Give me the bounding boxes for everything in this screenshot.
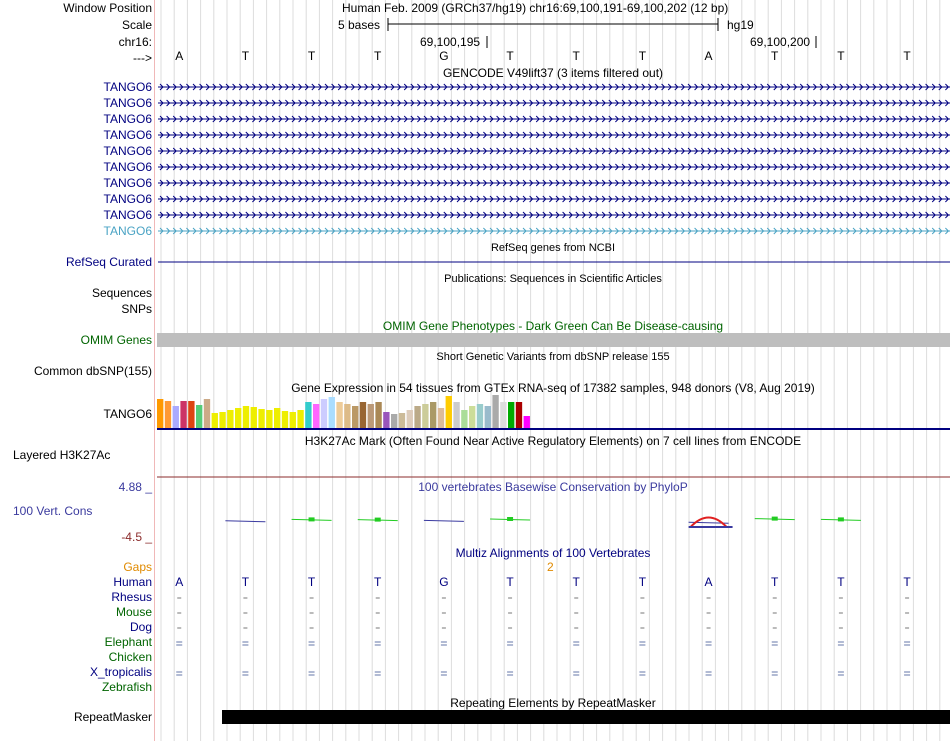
gtex-tissue-bar bbox=[180, 401, 186, 428]
gtex-tissue-bar bbox=[485, 406, 491, 428]
publications-label-snps[interactable]: SNPs bbox=[121, 302, 152, 316]
multiz-species-label[interactable]: Rhesus bbox=[111, 590, 152, 604]
gaps-label: Gaps bbox=[123, 560, 152, 574]
gtex-tissue-bar bbox=[524, 416, 530, 428]
gtex-tissue-bar bbox=[321, 399, 327, 428]
multiz-title: Multiz Alignments of 100 Vertebrates bbox=[455, 546, 651, 560]
base-letter: T bbox=[837, 49, 845, 63]
multiz-base: T bbox=[837, 575, 845, 589]
gaps-count: 2 bbox=[547, 560, 554, 574]
multiz-base: T bbox=[638, 575, 647, 589]
gtex-tissue-bar bbox=[461, 410, 467, 428]
gencode-gene-label[interactable]: TANGO6 bbox=[103, 80, 152, 94]
scale-value: 5 bases bbox=[338, 18, 381, 32]
multiz-base: T bbox=[241, 575, 250, 589]
gtex-tissue-bar bbox=[243, 406, 249, 428]
gtex-tissue-bar bbox=[391, 414, 397, 428]
gtex-tissue-bar bbox=[165, 401, 171, 428]
base-letter: T bbox=[572, 49, 580, 63]
gtex-tissue-bar bbox=[329, 397, 335, 428]
strand-label: ---> bbox=[133, 51, 152, 65]
h3k27ac-title: H3K27Ac Mark (Often Found Near Active Regulatory Elements) on 7 cell lines from ENCODE bbox=[304, 434, 802, 448]
conservation-peak bbox=[507, 517, 513, 521]
multiz-base: T bbox=[374, 575, 382, 589]
multiz-base: A bbox=[175, 575, 184, 589]
gtex-tissue-bar bbox=[227, 410, 233, 428]
gtex-tissue-bar bbox=[157, 399, 163, 428]
gtex-tissue-bar bbox=[290, 412, 296, 428]
multiz-species-label[interactable]: Dog bbox=[129, 620, 152, 634]
refseq-title: RefSeq genes from NCBI bbox=[490, 242, 616, 254]
gtex-tissue-bar bbox=[336, 402, 342, 428]
base-letter: T bbox=[506, 49, 514, 63]
gtex-tissue-bar bbox=[297, 410, 303, 428]
gencode-gene-label[interactable]: TANGO6 bbox=[103, 160, 152, 174]
h3k27ac-label-text: Layered H3K27Ac bbox=[13, 448, 111, 462]
window-position-label: Window Position bbox=[63, 1, 152, 15]
multiz-species-label[interactable]: Human bbox=[113, 575, 152, 589]
repeatmasker-track-label[interactable]: RepeatMasker bbox=[73, 710, 152, 724]
gencode-gene-label[interactable]: TANGO6 bbox=[103, 224, 152, 238]
conservation-track-label[interactable]: 100 Vert. Cons bbox=[13, 504, 93, 518]
gtex-tissue-bar bbox=[188, 401, 194, 428]
omim-bar bbox=[157, 333, 950, 347]
multiz-species-label[interactable]: Chicken bbox=[108, 650, 152, 664]
gtex-tissue-bar bbox=[414, 406, 420, 428]
conservation-peak bbox=[375, 518, 381, 522]
dbsnp-title: Short Genetic Variants from dbSNP release 155 bbox=[436, 351, 670, 363]
base-letter: T bbox=[241, 49, 250, 63]
gencode-gene-label[interactable]: TANGO6 bbox=[103, 144, 152, 158]
scale-label: Scale bbox=[121, 18, 152, 32]
base-letter: T bbox=[903, 49, 911, 63]
multiz-base: T bbox=[771, 575, 779, 589]
gtex-tissue-bar bbox=[407, 410, 413, 428]
gtex-tissue-bar bbox=[282, 411, 288, 428]
gtex-tissue-bar bbox=[500, 402, 506, 428]
repeatmasker-title: Repeating Elements by RepeatMasker bbox=[450, 696, 656, 710]
gencode-title: GENCODE V49lift37 (3 items filtered out) bbox=[442, 66, 664, 80]
base-letter: G bbox=[439, 49, 449, 63]
conservation-peak bbox=[309, 517, 315, 521]
gtex-tissue-bar bbox=[196, 405, 202, 428]
coord-left: 69,100,195 bbox=[420, 35, 481, 49]
gtex-tissue-bar bbox=[508, 402, 514, 428]
multiz-species-label[interactable]: X_tropicalis bbox=[89, 665, 152, 679]
conservation-peak bbox=[772, 517, 778, 521]
multiz-base: T bbox=[903, 575, 911, 589]
window-position-value: Human Feb. 2009 (GRCh37/hg19) chr16:69,100,191-69,100,202 (12 bp) bbox=[342, 1, 729, 15]
publications-label-sequences[interactable]: Sequences bbox=[91, 286, 152, 300]
omim-track-label[interactable]: OMIM Genes bbox=[80, 333, 152, 347]
publications-title: Publications: Sequences in Scientific Articles bbox=[444, 273, 662, 285]
conservation-mark bbox=[424, 520, 464, 521]
gtex-tissue-bar bbox=[258, 409, 264, 428]
conservation-title: 100 vertebrates Basewise Conservation by PhyloP bbox=[418, 480, 688, 494]
gtex-tissue-bar bbox=[375, 402, 381, 428]
gtex-title: Gene Expression in 54 tissues from GTEx RNA-seq of 17382 samples, 948 donors (V8, Aug 2019) bbox=[291, 381, 815, 395]
gtex-track-label[interactable]: TANGO6 bbox=[103, 407, 152, 421]
multiz-base: T bbox=[506, 575, 514, 589]
base-letter: A bbox=[175, 49, 184, 63]
gtex-tissue-bar bbox=[235, 408, 241, 428]
multiz-base: G bbox=[439, 575, 449, 589]
gencode-gene-label[interactable]: TANGO6 bbox=[103, 208, 152, 222]
gencode-gene-label[interactable]: TANGO6 bbox=[103, 96, 152, 110]
gtex-tissue-bar bbox=[453, 402, 459, 428]
base-letter: T bbox=[307, 49, 316, 63]
gtex-tissue-bar bbox=[305, 402, 311, 428]
gtex-tissue-bar bbox=[274, 408, 280, 428]
refseq-track-label[interactable] bbox=[0, 255, 152, 269]
gtex-tissue-bar bbox=[422, 404, 428, 428]
gencode-gene-label[interactable]: TANGO6 bbox=[103, 112, 152, 126]
gtex-tissue-bar bbox=[352, 406, 358, 428]
conservation-peak bbox=[838, 517, 844, 521]
refseq-link[interactable]: RefSeq Curated bbox=[65, 255, 152, 269]
multiz-base: T bbox=[307, 575, 316, 589]
conservation-ymax: 4.88 _ bbox=[118, 480, 152, 494]
dbsnp-track-label[interactable]: Common dbSNP(155) bbox=[33, 364, 152, 378]
omim-title: OMIM Gene Phenotypes - Dark Green Can Be Disease-causing bbox=[382, 319, 724, 333]
base-letter: T bbox=[771, 49, 779, 63]
gtex-tissue-bar bbox=[368, 404, 374, 428]
gtex-tissue-bar bbox=[266, 410, 272, 428]
multiz-base: T bbox=[572, 575, 580, 589]
gtex-tissue-bar bbox=[430, 402, 436, 428]
base-letter: T bbox=[374, 49, 382, 63]
assembly-label: hg19 bbox=[727, 18, 754, 32]
gtex-tissue-bar bbox=[313, 404, 319, 428]
gtex-tissue-bar bbox=[360, 402, 366, 428]
repeatmasker-block bbox=[222, 710, 950, 724]
chrom-label: chr16: bbox=[118, 35, 152, 49]
coord-right: 69,100,200 bbox=[750, 35, 811, 49]
gencode-gene-label[interactable]: TANGO6 bbox=[103, 176, 152, 190]
gtex-tissue-bar bbox=[383, 412, 389, 428]
conservation-ymin: -4.5 _ bbox=[121, 530, 152, 544]
gtex-tissue-bar bbox=[204, 399, 210, 428]
gtex-tissue-bar bbox=[344, 404, 350, 428]
gtex-tissue-bar bbox=[173, 406, 179, 428]
multiz-species-label[interactable]: Elephant bbox=[104, 635, 152, 649]
gtex-tissue-bar bbox=[477, 404, 483, 428]
gencode-gene-label[interactable]: TANGO6 bbox=[103, 128, 152, 142]
gtex-tissue-bar bbox=[492, 395, 498, 428]
base-letter: A bbox=[704, 49, 713, 63]
gtex-tissue-bar bbox=[469, 406, 475, 428]
base-letter: T bbox=[638, 49, 647, 63]
gtex-tissue-bar bbox=[399, 413, 405, 428]
multiz-base: A bbox=[704, 575, 713, 589]
gtex-tissue-bar bbox=[446, 396, 452, 428]
gtex-tissue-bar bbox=[438, 408, 444, 428]
gtex-tissue-bar bbox=[516, 402, 522, 428]
gtex-tissue-bar bbox=[219, 412, 225, 428]
gtex-tissue-bar bbox=[212, 413, 218, 428]
multiz-species-label[interactable]: Zebrafish bbox=[101, 680, 152, 694]
gtex-tissue-bar bbox=[251, 407, 257, 428]
multiz-species-label[interactable]: Mouse bbox=[115, 605, 152, 619]
label-divider bbox=[154, 0, 155, 741]
conservation-mark bbox=[225, 521, 265, 522]
gencode-gene-label[interactable]: TANGO6 bbox=[103, 192, 152, 206]
